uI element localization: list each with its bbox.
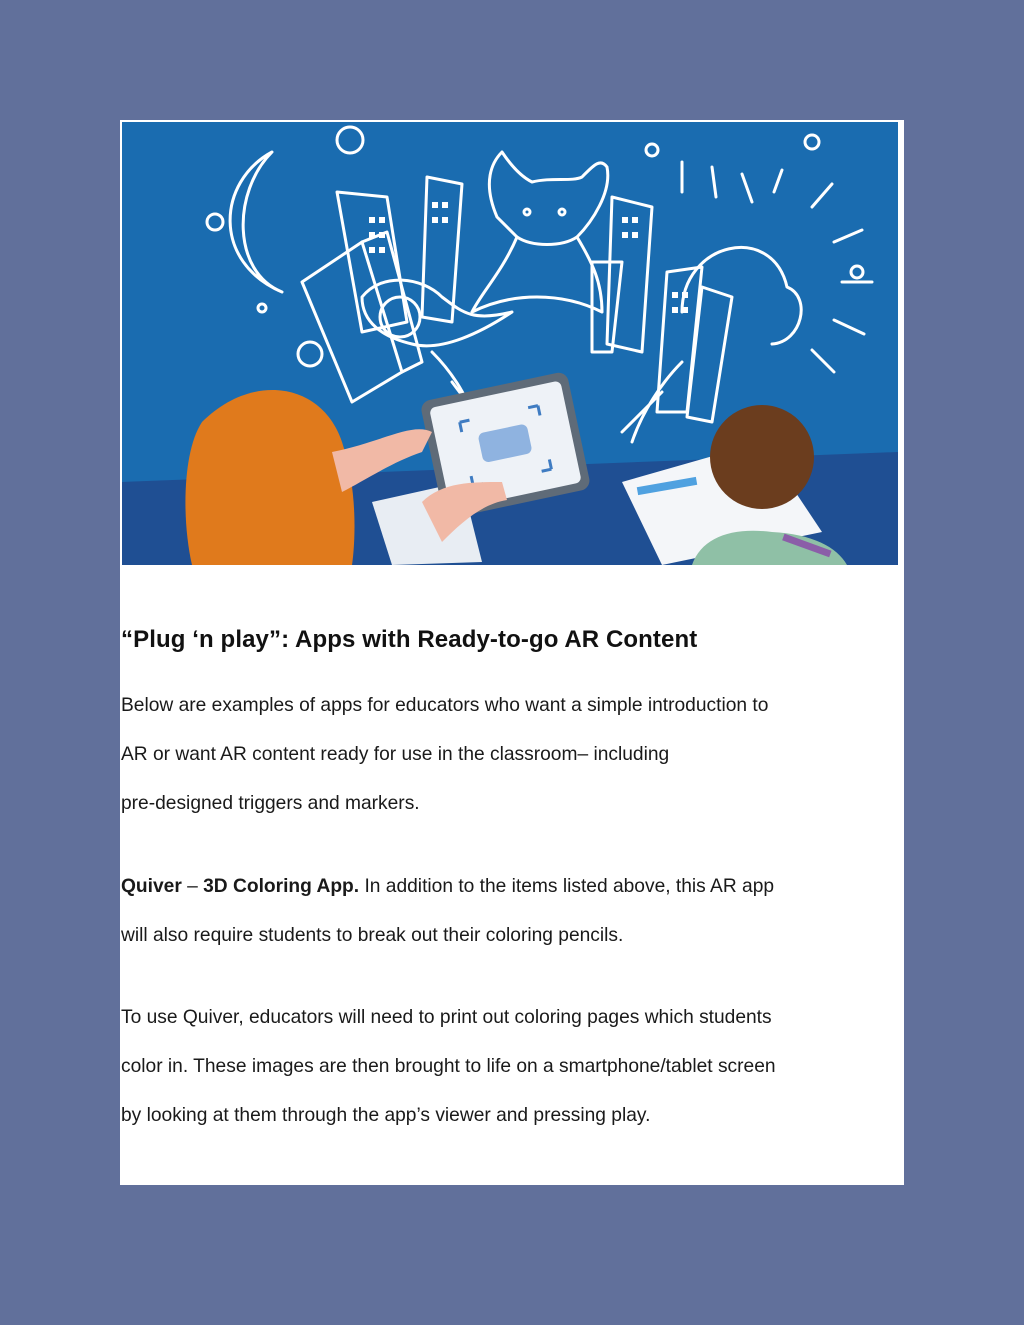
quiver-app-name: Quiver bbox=[121, 876, 182, 897]
usage-line-1: To use Quiver, educators will need to print out coloring pages which students bbox=[121, 1007, 772, 1028]
quiver-text-1: In addition to the items listed above, this AR app bbox=[359, 876, 775, 897]
section-heading: “Plug ‘n play”: Apps with Ready-to-go AR Content bbox=[121, 626, 698, 653]
usage-line-2: color in. These images are then brought to life on a smartphone/tablet screen bbox=[121, 1056, 776, 1077]
usage-line-3: by looking at them through the app’s viewer and pressing play. bbox=[121, 1105, 651, 1126]
quiver-dash: – bbox=[181, 876, 204, 897]
usage-paragraph bbox=[121, 993, 911, 1140]
intro-line-1: Below are examples of apps for educators who want a simple introduction to bbox=[121, 695, 769, 716]
ar-classroom-illustration bbox=[122, 122, 898, 565]
intro-paragraph bbox=[121, 681, 911, 828]
quiver-subtitle: 3D Coloring App. bbox=[203, 876, 360, 897]
quiver-line-2: will also require students to break out their coloring pencils. bbox=[121, 925, 624, 946]
intro-line-2: AR or want AR content ready for use in the classroom– including bbox=[121, 744, 670, 765]
intro-line-3: pre-designed triggers and markers. bbox=[121, 793, 420, 814]
quiver-paragraph bbox=[121, 862, 911, 960]
document-page bbox=[120, 120, 904, 1185]
